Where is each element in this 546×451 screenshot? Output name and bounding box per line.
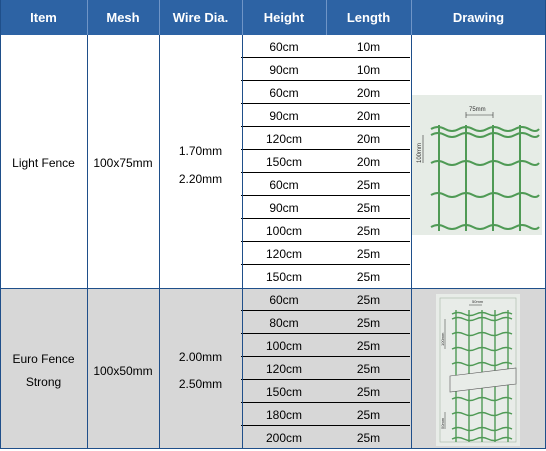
header-divider — [159, 0, 160, 35]
row-divider — [241, 103, 410, 104]
mesh-size: 100x75mm — [93, 156, 153, 170]
drawing-height-label: 100mm — [417, 142, 423, 163]
item-name: Light Fence — [12, 156, 75, 170]
length-cell: 20m — [356, 155, 381, 169]
header-divider — [411, 0, 412, 35]
height-cell: 150cm — [265, 270, 303, 284]
wire-dia-value: 2.00mm — [178, 350, 223, 364]
height-cell: 90cm — [269, 63, 299, 77]
height-cell: 60cm — [269, 178, 299, 192]
length-cell: 10m — [356, 63, 381, 77]
length-cell: 25m — [356, 178, 381, 192]
row-divider — [241, 333, 410, 334]
drawing-bottom-label: 50mm — [440, 417, 445, 429]
column-divider — [411, 35, 412, 449]
row-divider — [241, 425, 410, 426]
mesh-diagram-light — [411, 95, 542, 235]
header-mesh: Mesh — [106, 10, 140, 25]
height-cell: 180cm — [265, 408, 303, 422]
header-divider — [242, 0, 243, 35]
row-divider — [241, 379, 410, 380]
header-wire-dia: Wire Dia. — [172, 10, 229, 25]
row-divider — [241, 310, 410, 311]
fence-drawing-euro — [436, 294, 520, 446]
height-cell: 120cm — [265, 132, 303, 146]
mesh-diagram-euro — [436, 294, 520, 446]
header-divider — [326, 0, 327, 35]
height-cell: 80cm — [269, 316, 299, 330]
wire-dia-value: 2.50mm — [178, 377, 223, 391]
height-cell: 60cm — [269, 40, 299, 54]
length-cell: 20m — [356, 86, 381, 100]
row-divider — [241, 356, 410, 357]
mesh-size: 100x50mm — [93, 364, 153, 378]
length-cell: 25m — [356, 293, 381, 307]
row-divider — [241, 57, 410, 58]
row-divider — [241, 195, 410, 196]
item-name-line1: Euro Fence — [12, 352, 75, 366]
height-cell: 60cm — [269, 293, 299, 307]
table-border-left — [0, 0, 1, 449]
group-divider — [0, 288, 546, 289]
header-item: Item — [30, 10, 57, 25]
column-divider — [159, 35, 160, 449]
height-cell: 100cm — [265, 224, 303, 238]
drawing-width-label: 75mm — [469, 107, 486, 113]
height-cell: 200cm — [265, 431, 303, 445]
fence-drawing-light — [411, 95, 542, 235]
product-group-euro-fence — [0, 288, 546, 449]
row-divider — [241, 126, 410, 127]
row-divider — [241, 149, 410, 150]
height-cell: 60cm — [269, 86, 299, 100]
table-header — [0, 0, 546, 35]
length-cell: 25m — [356, 362, 381, 376]
height-cell: 150cm — [265, 155, 303, 169]
length-cell: 25m — [356, 385, 381, 399]
row-divider — [241, 172, 410, 173]
height-cell: 120cm — [265, 247, 303, 261]
product-group-light-fence — [0, 35, 546, 288]
row-divider — [241, 241, 410, 242]
length-cell: 25m — [356, 339, 381, 353]
header-length: Length — [346, 10, 391, 25]
length-cell: 20m — [356, 109, 381, 123]
wire-dia-value: 2.20mm — [178, 172, 223, 186]
column-divider — [87, 35, 88, 449]
column-divider — [242, 35, 243, 449]
height-cell: 90cm — [269, 201, 299, 215]
header-height: Height — [263, 10, 305, 25]
height-cell: 150cm — [265, 385, 303, 399]
height-cell: 100cm — [265, 339, 303, 353]
length-cell: 25m — [356, 431, 381, 445]
length-cell: 10m — [356, 40, 381, 54]
header-divider — [87, 0, 88, 35]
row-divider — [241, 80, 410, 81]
length-cell: 25m — [356, 201, 381, 215]
length-cell: 25m — [356, 247, 381, 261]
drawing-width-label: 50mm — [472, 299, 484, 304]
header-drawing: Drawing — [452, 10, 505, 25]
row-divider — [241, 264, 410, 265]
item-name-line2: Strong — [25, 375, 62, 389]
wire-dia-value: 1.70mm — [178, 144, 223, 158]
row-divider — [241, 218, 410, 219]
length-cell: 25m — [356, 224, 381, 238]
height-cell: 120cm — [265, 362, 303, 376]
length-cell: 25m — [356, 408, 381, 422]
drawing-height-label: 100mm — [440, 332, 445, 346]
length-cell: 25m — [356, 316, 381, 330]
row-divider — [241, 402, 410, 403]
length-cell: 20m — [356, 132, 381, 146]
length-cell: 25m — [356, 270, 381, 284]
height-cell: 90cm — [269, 109, 299, 123]
